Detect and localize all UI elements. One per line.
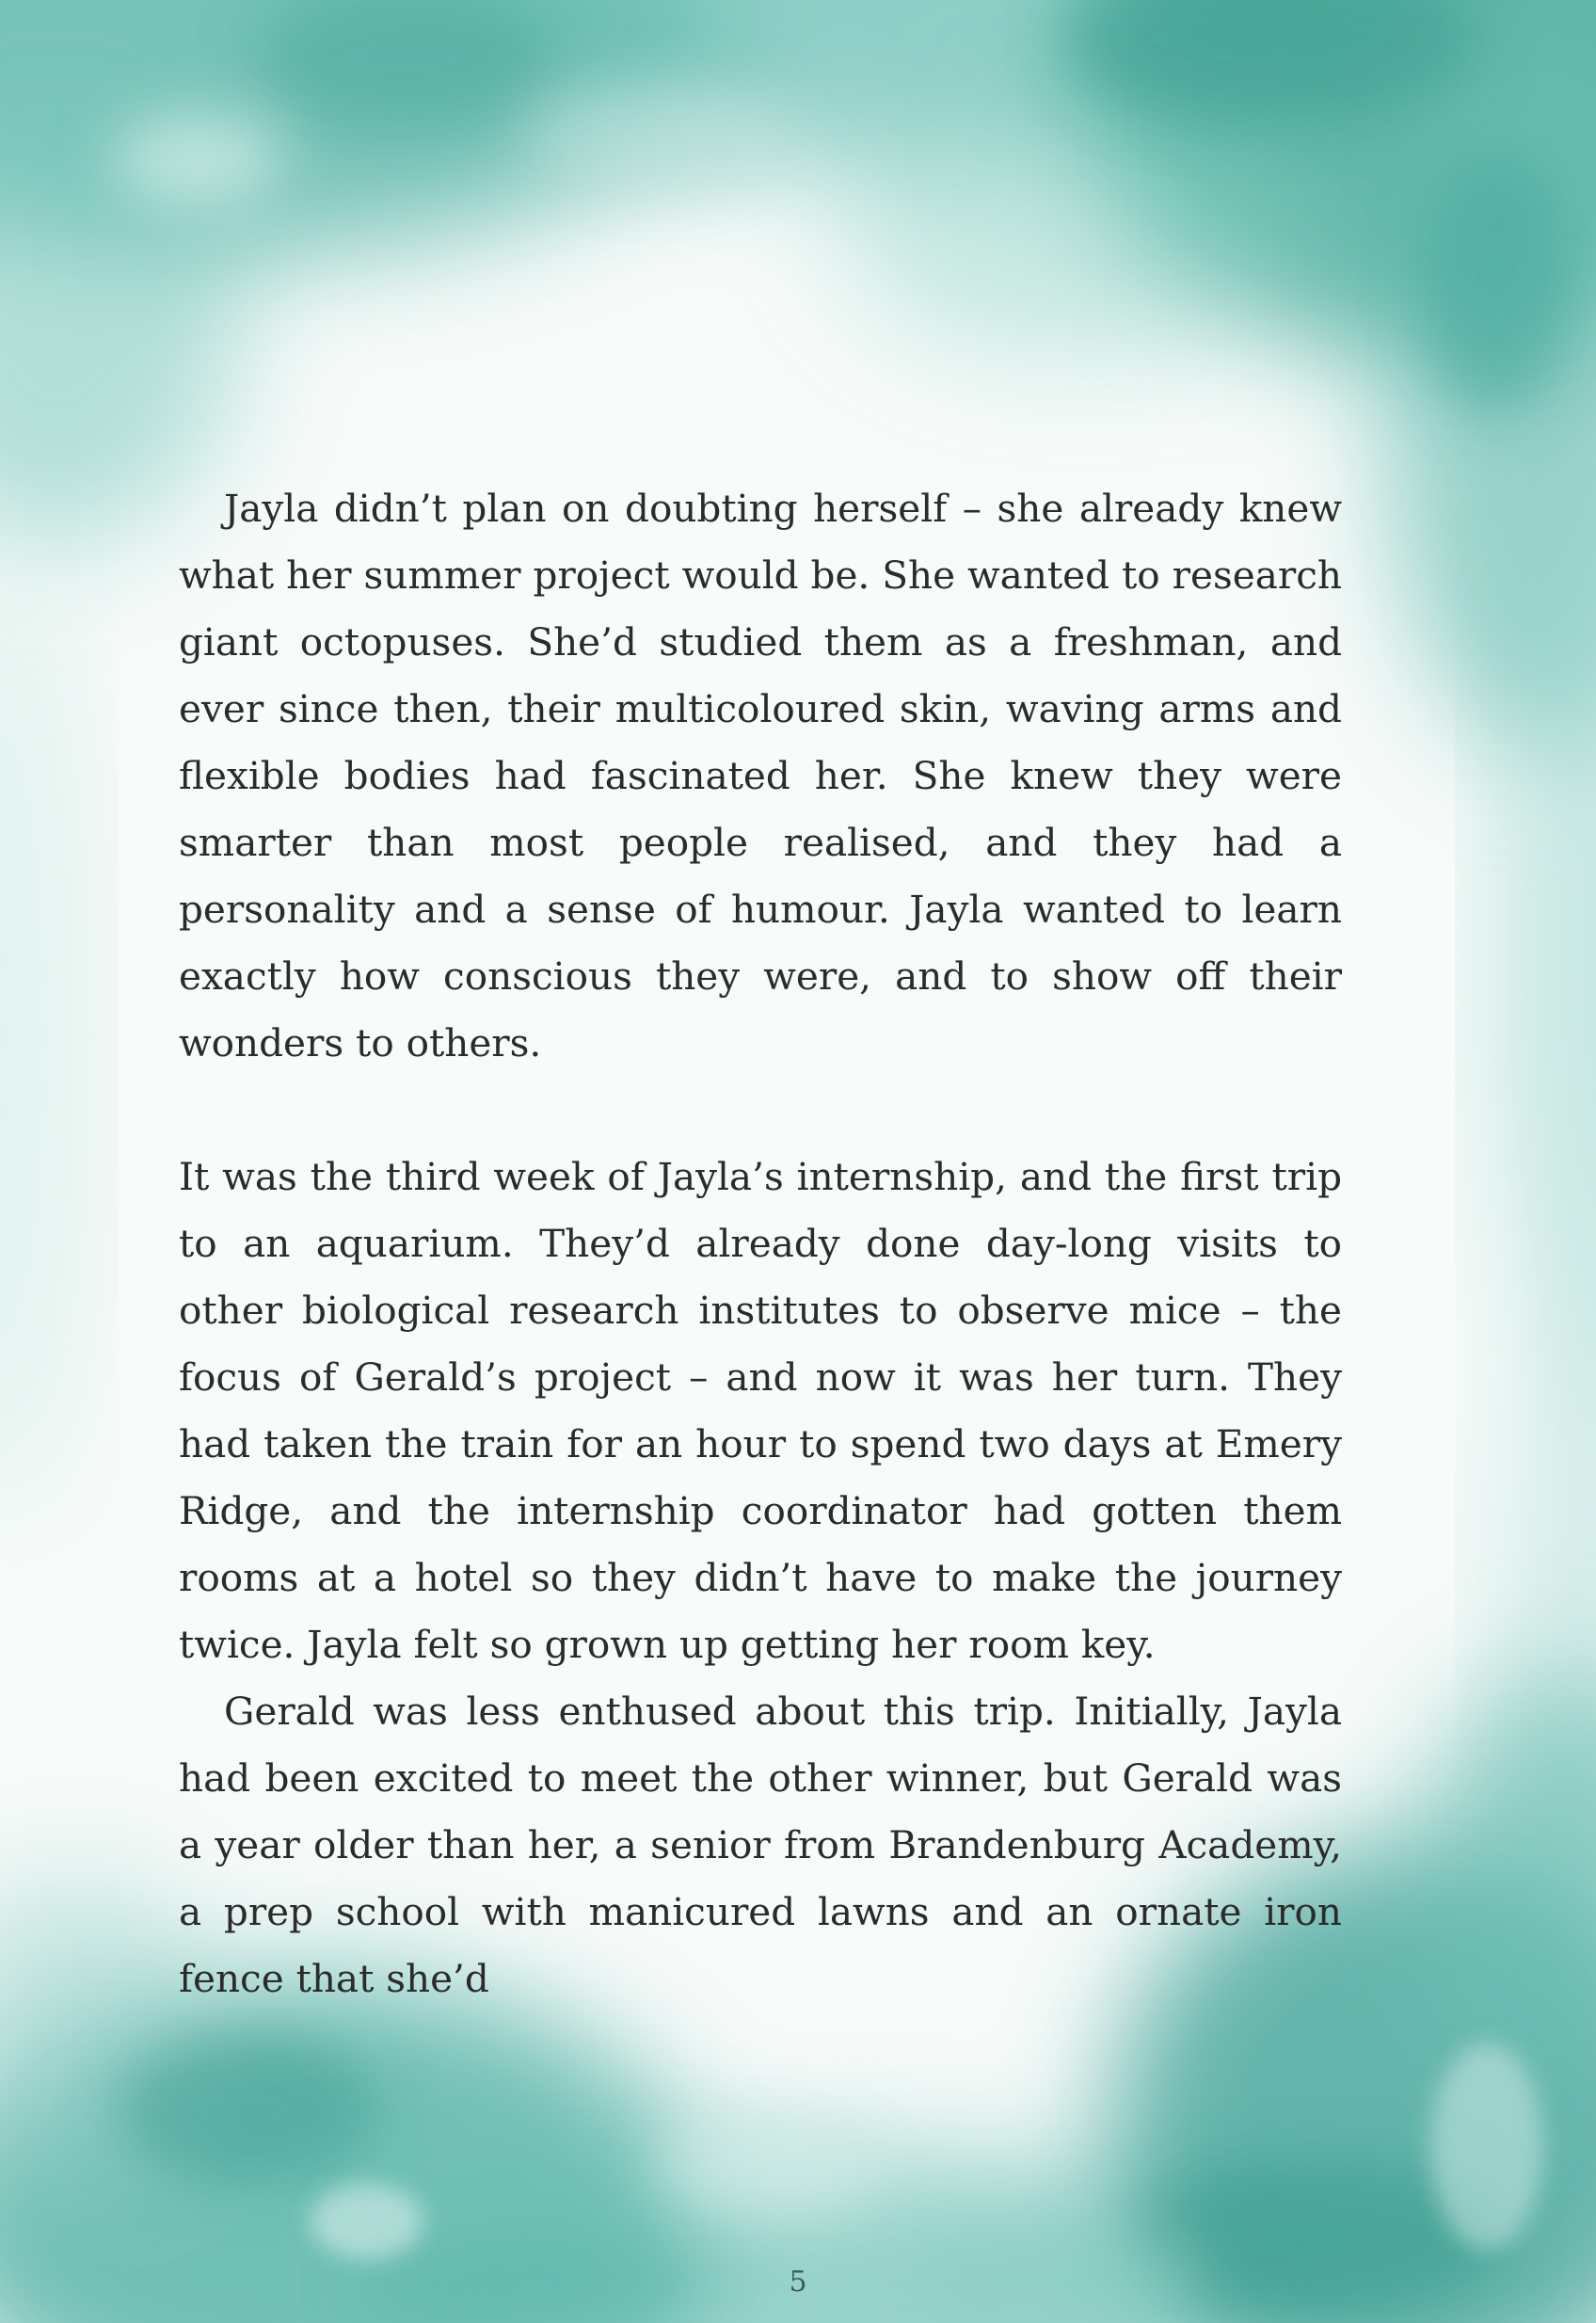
paragraph-2: It was the third week of Jayla’s internship, and the first trip to an aquarium. They’d already done day-long visits to other biological research institutes to observe mice – the focus of Gerald’s project – and now it was her turn. They had taken the train for an hour to spend two days at Emery Ridge, and the internship coordinator had gotten them rooms at a hotel so they didn’t have to make the journey twice. Jayla felt so grown up getting her room key. bbox=[179, 1154, 1342, 1667]
paragraph-3: Gerald was less enthused about this trip. Initially, Jayla had been excited to meet the other winner, but Gerald was a year older than her, a senior from Brandenburg Academy, a prep school with manicured lawns and an ornate iron fence that she’d bbox=[179, 1689, 1342, 2001]
paragraph-1: Jayla didn’t plan on doubting herself – she already knew what her summer project would be. She wanted to research giant octopuses. She’d studied them as a freshman, and ever since then, their multicoloured skin, waving arms and flexible bodies had fascinated her. She knew they were smarter than most people realised, and they had a personality and a sense of humour. Jayla wanted to learn exactly how conscious they were, and to show off their wonders to others. bbox=[179, 486, 1342, 1065]
page-number: 5 bbox=[789, 2266, 807, 2299]
body-text bbox=[179, 475, 1342, 2012]
